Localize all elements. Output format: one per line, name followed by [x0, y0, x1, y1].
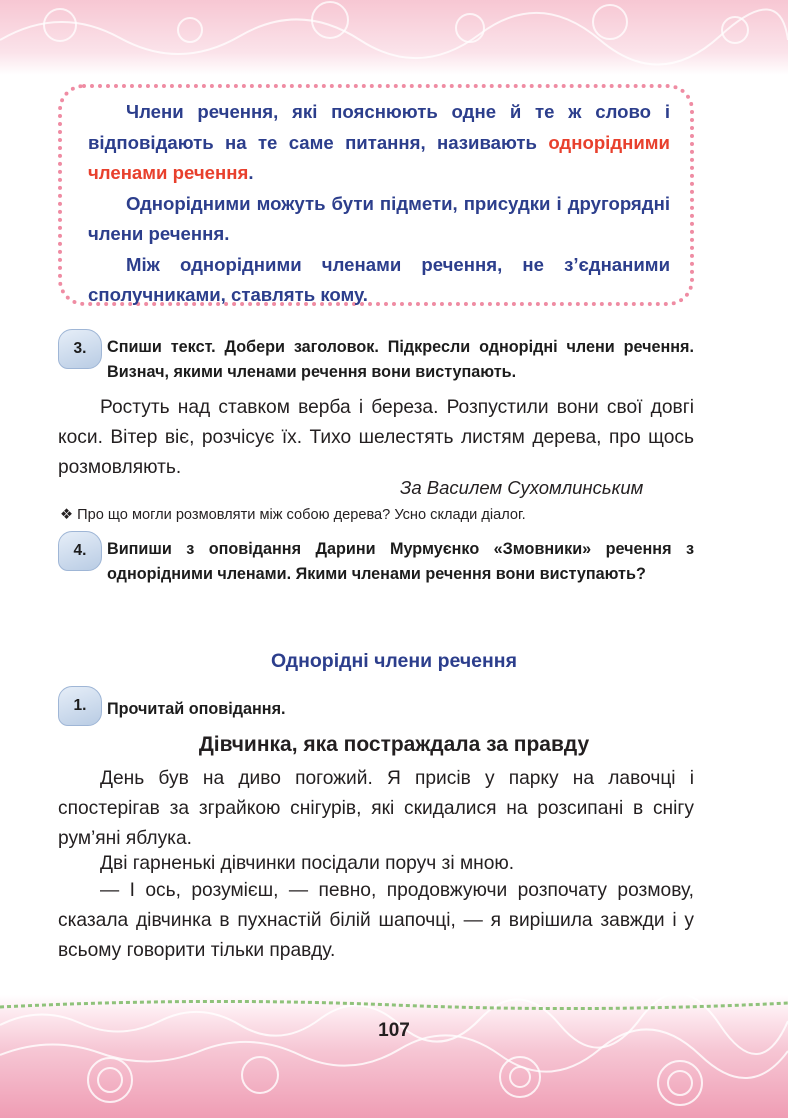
task-4-badge: 4. [58, 531, 102, 571]
story-title: Дівчинка, яка постраждала за правду [198, 733, 590, 756]
task-1-text: Прочитай оповідання. [107, 700, 286, 718]
passage-text: Ростуть над ставком верба і береза. Розпустили вони свої довгі коси. Вітер віє, розчісує їх. Тихо шелестять листям дерева, про щось розмовляють. [58, 397, 694, 478]
rule-paragraph-1 [88, 97, 670, 189]
bottom-decor-band [0, 995, 788, 1118]
rule-paragraph-2: Однорідними можуть бути підмети, присудки і другорядні члени речення. [88, 192, 670, 244]
story-paragraph-1: День був на диво погожий. Я присів у парку на лавочці і спостерігав за зграйкою снігурів, які скидалися на розсипані в снігу рум’яні яблука. [58, 768, 694, 849]
task-4-text: Випиши з оповідання Дарини Мурмуєнко «Змовники» речення з однорідними членами. Якими членами речення вони виступають? [107, 540, 694, 583]
rule-highlight-term: однорідними членами речення [88, 131, 670, 183]
rule-text [88, 97, 670, 311]
task-1-badge: 1. [58, 686, 102, 726]
note [60, 506, 526, 523]
page-number: 107 [378, 1020, 410, 1041]
top-decor-band [0, 0, 788, 75]
rule-p1-end: . [248, 162, 254, 183]
task-3-badge: 3. [58, 329, 102, 369]
task-3-text: Спиши текст. Добери заголовок. Підкресли однорідні члени речення. Визнач, якими членами речення вони виступають. [107, 338, 694, 381]
rule-paragraph-3: Між однорідними членами речення, не з’єднаними сполучниками, ставлять кому. [88, 253, 670, 305]
rule-p1-text: Члени речення, які пояснюють одне й те ж слово і відповідають на те саме питання, називають [88, 101, 670, 153]
section-title: Однорідні члени речення [271, 650, 517, 672]
note-text: Про що могли розмовляти між собою дерева? Усно склади діалог. [77, 507, 526, 523]
story-paragraph-2: Дві гарненькі дівчинки посідали поруч зі мною. [100, 853, 515, 874]
passage-author: За Василем Сухомлинським [400, 477, 644, 498]
diamond-bullet-icon: ❖ [60, 507, 74, 523]
story-paragraph-3: — І ось, розумієш, — певно, продовжуючи розпочату розмову, сказала дівчинка в пухнастій білій шапочці, — я вирішила завжди і у всьому говорити тільки правду. [58, 880, 694, 961]
